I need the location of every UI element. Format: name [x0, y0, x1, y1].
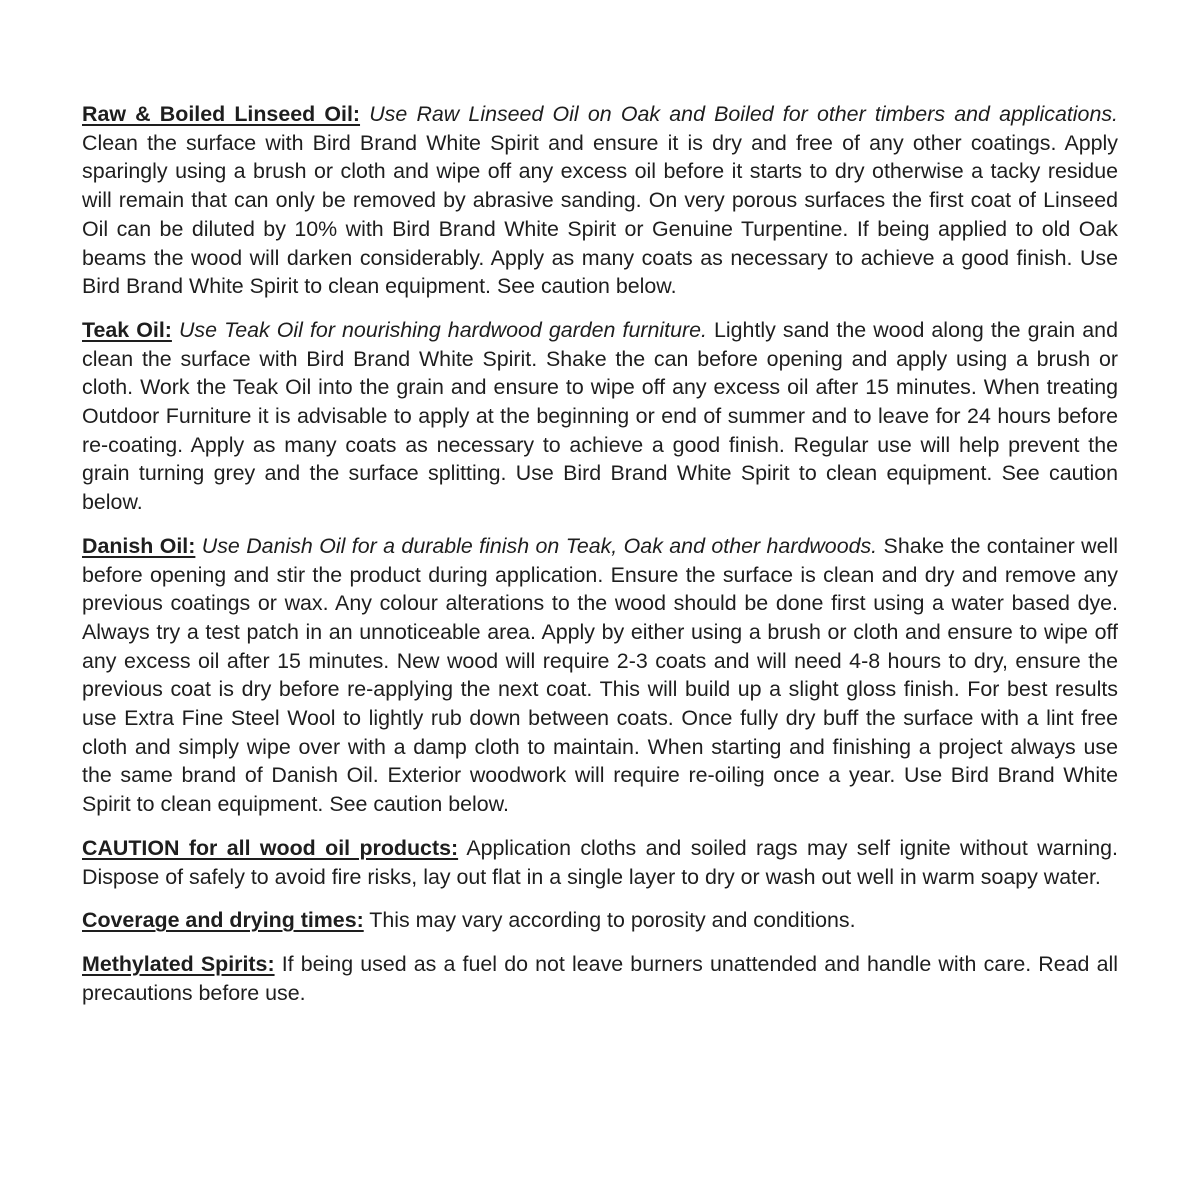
section-coverage — [82, 906, 1118, 935]
section-body: Shake the container well before opening and stir the product during application. Ensure the surface is clean and dry and remove any previous coatings or wax. Any colour alterations to the wood should be done first using a water based dye. Always try a test patch in an unnoticeable area. Apply by either using a brush or cloth and ensure to wipe off any excess oil after 15 minutes. New wood will require 2-3 coats and will need 4-8 hours to dry, ensure the previous coat is dry before re-applying the next coat. This will build up a slight gloss finish. For best results use Extra Fine Steel Wool to lightly rub down between coats. Once fully dry buff the surface with a lint free cloth and simply wipe over with a damp cloth to maintain. When starting and finishing a project always use the same brand of Danish Oil. Exterior woodwork will require re-oiling once a year. Use Bird Brand White Spirit to clean equipment. See caution below. — [82, 533, 1118, 817]
section-danish-oil — [82, 532, 1118, 819]
section-body: Clean the surface with Bird Brand White Spirit and ensure it is dry and free of any other coatings. Apply sparingly using a brush or cloth and wipe off any excess oil before it starts to dry otherwise a tacky residue will remain that can only be removed by abrasive sanding. On very porous surfaces the first coat of Linseed Oil can be diluted by 10% with Bird Brand White Spirit or Genuine Turpentine. If being applied to old Oak beams the wood will darken considerably. Apply as many coats as necessary to achieve a good finish. Use Bird Brand White Spirit to clean equipment. See caution below. — [82, 130, 1118, 299]
section-heading: Methylated Spirits: — [82, 951, 275, 976]
section-heading: Coverage and drying times: — [82, 908, 364, 933]
section-intro: Use Raw Linseed Oil on Oak and Boiled for other timbers and applications. — [369, 102, 1118, 126]
section-heading: Danish Oil: — [82, 533, 196, 558]
section-heading: Raw & Boiled Linseed Oil: — [82, 102, 361, 126]
section-heading: Teak Oil: — [82, 317, 172, 342]
section-heading: CAUTION for all wood oil products: — [82, 835, 459, 860]
section-intro: Use Danish Oil for a durable finish on Teak, Oak and other hardwoods. — [201, 533, 878, 558]
section-intro: Use Teak Oil for nourishing hardwood garden furniture. — [178, 317, 707, 342]
section-linseed-oil — [82, 100, 1118, 301]
instructions-document — [82, 100, 1118, 1007]
section-body: If being used as a fuel do not leave burners unattended and handle with care. Read all precautions before use. — [82, 951, 1118, 1005]
section-methylated-spirits — [82, 950, 1118, 1007]
section-caution — [82, 834, 1118, 891]
section-body: Lightly sand the wood along the grain and clean the surface with Bird Brand White Spirit. Shake the can before opening and apply using a brush or cloth. Work the Teak Oil into the grain and ensure to wipe off any excess oil after 15 minutes. When treating Outdoor Furniture it is advisable to apply at the beginning or end of summer and to leave for 24 hours before re-coating. Apply as many coats as necessary to achieve a good finish. Regular use will help prevent the grain turning grey and the surface splitting. Use Bird Brand White Spirit to clean equipment. See caution below. — [82, 317, 1118, 515]
section-teak-oil — [82, 316, 1118, 517]
section-body: This may vary according to porosity and conditions. — [369, 908, 856, 933]
section-body: Application cloths and soiled rags may self ignite without warning. Dispose of safely to avoid fire risks, lay out flat in a single layer to dry or wash out well in warm soapy water. — [82, 835, 1119, 889]
